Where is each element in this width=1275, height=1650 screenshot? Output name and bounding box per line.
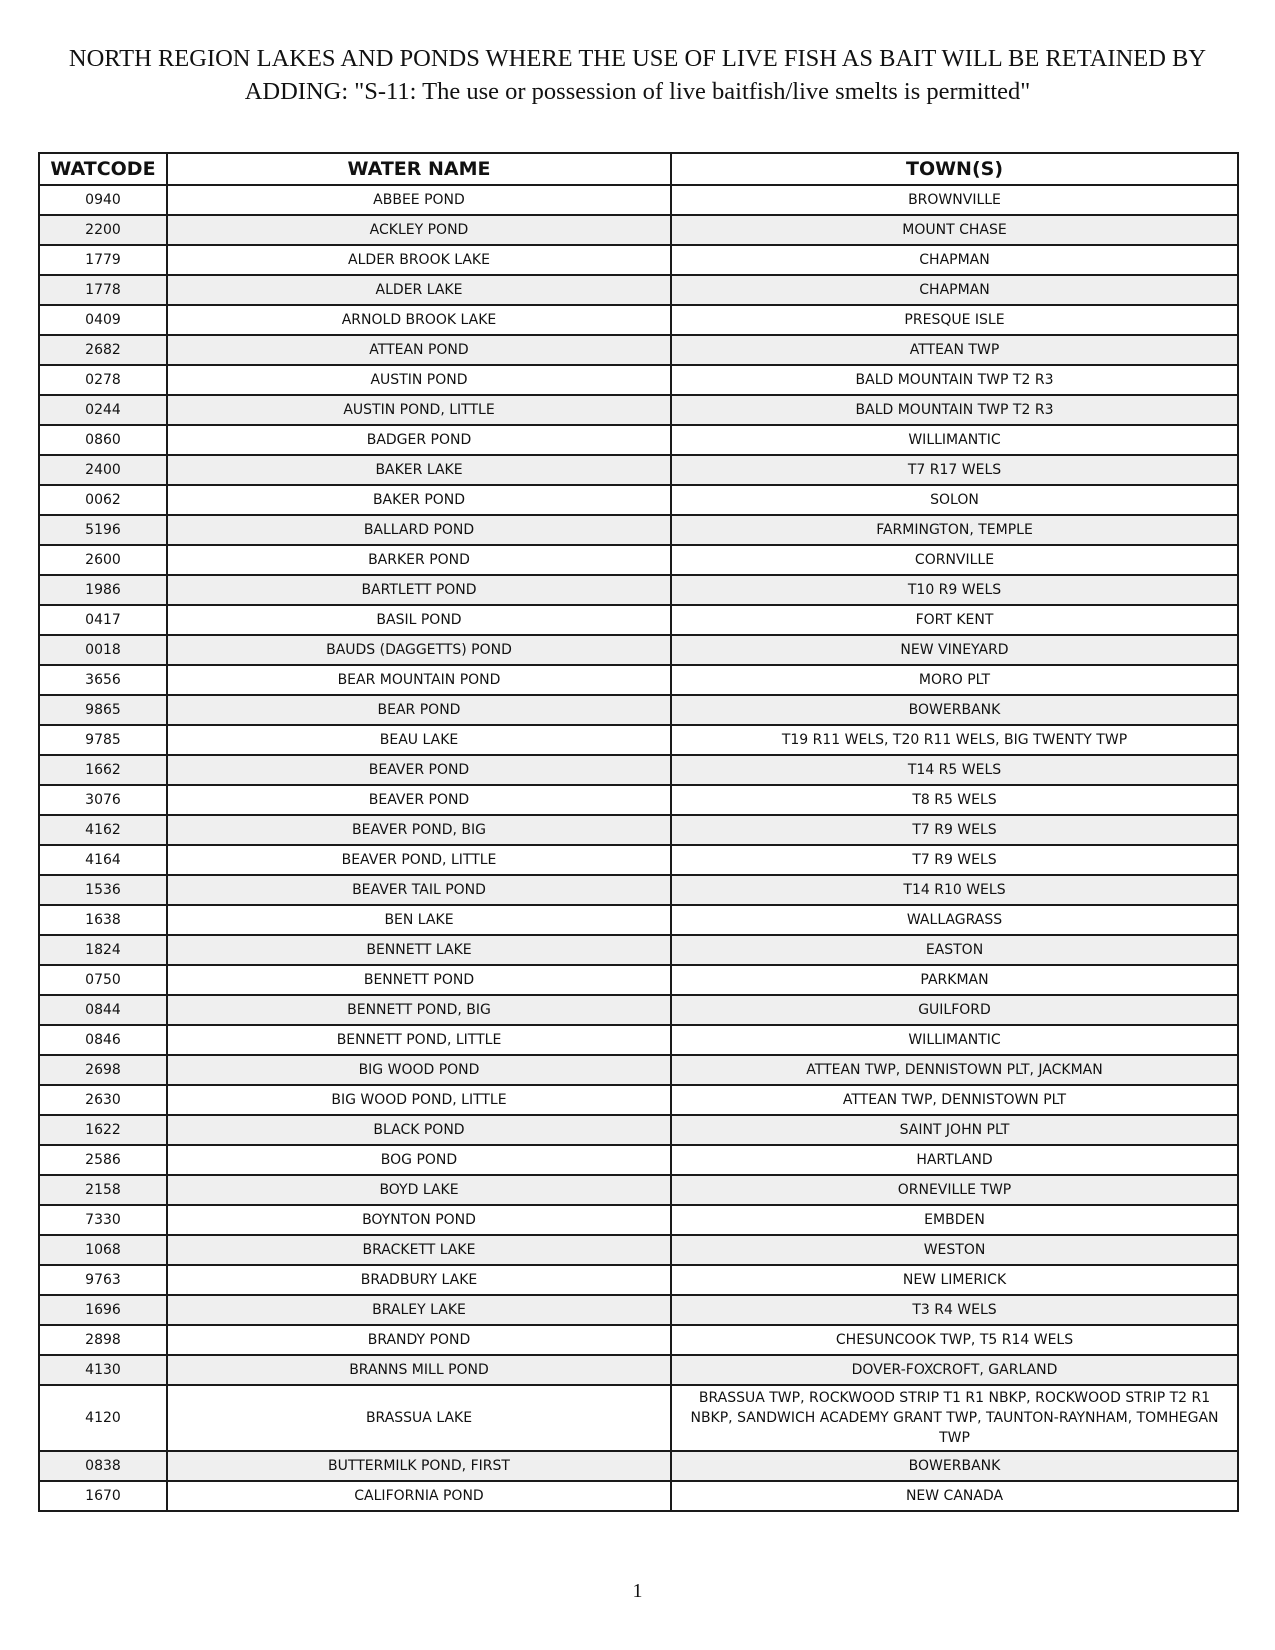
cell-water-name: ATTEAN POND [167,335,671,365]
cell-towns: ORNEVILLE TWP [671,1175,1238,1205]
cell-water-name: BALLARD POND [167,515,671,545]
document-title [0,42,1275,108]
table-row [39,1325,1238,1355]
cell-water-name: BUTTERMILK POND, FIRST [167,1451,671,1481]
table-row [39,455,1238,485]
cell-water-name: AUSTIN POND, LITTLE [167,395,671,425]
cell-towns: PRESQUE ISLE [671,305,1238,335]
cell-towns: PARKMAN [671,965,1238,995]
cell-water-name: BENNETT POND, BIG [167,995,671,1025]
table-row [39,665,1238,695]
cell-watcode: 1068 [39,1235,167,1265]
table-row [39,935,1238,965]
cell-watcode: 2586 [39,1145,167,1175]
cell-water-name: AUSTIN POND [167,365,671,395]
table-row [39,395,1238,425]
table-row [39,305,1238,335]
table-header-row [39,153,1238,185]
cell-watcode: 4120 [39,1385,167,1451]
cell-watcode: 0417 [39,605,167,635]
cell-towns: T3 R4 WELS [671,1295,1238,1325]
header-towns: TOWN(S) [671,153,1238,185]
cell-water-name: BAUDS (DAGGETTS) POND [167,635,671,665]
table-row [39,425,1238,455]
title-line-2: ADDING: "S-11: The use or possession of live baitfish/live smelts is permitted" [244,78,1031,105]
cell-towns: CORNVILLE [671,545,1238,575]
cell-watcode: 7330 [39,1205,167,1235]
cell-watcode: 1638 [39,905,167,935]
cell-watcode: 2630 [39,1085,167,1115]
cell-water-name: ABBEE POND [167,185,671,215]
cell-watcode: 9785 [39,725,167,755]
cell-watcode: 0409 [39,305,167,335]
cell-watcode: 2682 [39,335,167,365]
cell-towns: FORT KENT [671,605,1238,635]
cell-watcode: 0860 [39,425,167,455]
cell-water-name: BEAVER TAIL POND [167,875,671,905]
cell-watcode: 4164 [39,845,167,875]
cell-watcode: 1779 [39,245,167,275]
cell-water-name: BRASSUA LAKE [167,1385,671,1451]
table-row [39,635,1238,665]
cell-water-name: BEAVER POND, LITTLE [167,845,671,875]
table-row [39,365,1238,395]
cell-watcode: 3656 [39,665,167,695]
cell-watcode: 1824 [39,935,167,965]
cell-towns: MORO PLT [671,665,1238,695]
cell-water-name: BOYNTON POND [167,1205,671,1235]
table-row [39,1481,1238,1511]
cell-watcode: 0244 [39,395,167,425]
table-row [39,185,1238,215]
cell-water-name: BEAU LAKE [167,725,671,755]
cell-watcode: 0940 [39,185,167,215]
table-row [39,815,1238,845]
cell-towns: CHAPMAN [671,245,1238,275]
lakes-table [38,152,1239,1512]
table-row [39,1145,1238,1175]
cell-towns: ATTEAN TWP, DENNISTOWN PLT [671,1085,1238,1115]
cell-watcode: 2158 [39,1175,167,1205]
cell-water-name: BAKER POND [167,485,671,515]
table-row [39,965,1238,995]
cell-towns: SOLON [671,485,1238,515]
cell-water-name: BENNETT LAKE [167,935,671,965]
cell-towns: BALD MOUNTAIN TWP T2 R3 [671,395,1238,425]
table-row [39,1235,1238,1265]
cell-watcode: 0278 [39,365,167,395]
cell-watcode: 3076 [39,785,167,815]
table-row [39,875,1238,905]
cell-watcode: 0846 [39,1025,167,1055]
table-row [39,1025,1238,1055]
table-row [39,1265,1238,1295]
cell-water-name: BEAVER POND [167,755,671,785]
table-row [39,575,1238,605]
cell-water-name: CALIFORNIA POND [167,1481,671,1511]
table-row [39,275,1238,305]
cell-towns: T14 R5 WELS [671,755,1238,785]
cell-towns: CHAPMAN [671,275,1238,305]
table-row [39,545,1238,575]
cell-towns: GUILFORD [671,995,1238,1025]
cell-water-name: BEAVER POND [167,785,671,815]
table-body [39,185,1238,1511]
table-row [39,1205,1238,1235]
cell-towns: WILLIMANTIC [671,1025,1238,1055]
cell-water-name: BEAVER POND, BIG [167,815,671,845]
cell-water-name: ARNOLD BROOK LAKE [167,305,671,335]
table-row [39,245,1238,275]
cell-water-name: BASIL POND [167,605,671,635]
cell-water-name: BEAR MOUNTAIN POND [167,665,671,695]
table-row [39,515,1238,545]
table-row [39,1451,1238,1481]
cell-towns: T7 R17 WELS [671,455,1238,485]
cell-watcode: 2200 [39,215,167,245]
cell-towns: BRASSUA TWP, ROCKWOOD STRIP T1 R1 NBKP, ROCKWOOD STRIP T2 R1 NBKP, SANDWICH ACADEMY GRANT TWP, TAUNTON-RAYNHAM, TOMHEGAN TWP [671,1385,1238,1451]
cell-water-name: ACKLEY POND [167,215,671,245]
cell-towns: DOVER-FOXCROFT, GARLAND [671,1355,1238,1385]
cell-watcode: 1662 [39,755,167,785]
cell-water-name: BENNETT POND, LITTLE [167,1025,671,1055]
table-row [39,845,1238,875]
cell-towns: T10 R9 WELS [671,575,1238,605]
cell-towns: T8 R5 WELS [671,785,1238,815]
cell-water-name: BAKER LAKE [167,455,671,485]
cell-watcode: 1670 [39,1481,167,1511]
cell-towns: WALLAGRASS [671,905,1238,935]
cell-watcode: 2698 [39,1055,167,1085]
cell-water-name: BRANNS MILL POND [167,1355,671,1385]
cell-watcode: 2898 [39,1325,167,1355]
cell-water-name: BIG WOOD POND [167,1055,671,1085]
header-water-name: WATER NAME [167,153,671,185]
cell-water-name: BENNETT POND [167,965,671,995]
cell-watcode: 1622 [39,1115,167,1145]
cell-water-name: BARTLETT POND [167,575,671,605]
cell-towns: FARMINGTON, TEMPLE [671,515,1238,545]
table-row [39,785,1238,815]
cell-water-name: BOG POND [167,1145,671,1175]
cell-watcode: 9865 [39,695,167,725]
table-row [39,695,1238,725]
cell-towns: ATTEAN TWP [671,335,1238,365]
cell-towns: BOWERBANK [671,1451,1238,1481]
cell-water-name: BRALEY LAKE [167,1295,671,1325]
cell-watcode: 2400 [39,455,167,485]
cell-watcode: 1778 [39,275,167,305]
table-row [39,905,1238,935]
cell-watcode: 0062 [39,485,167,515]
cell-watcode: 0018 [39,635,167,665]
table-row [39,1115,1238,1145]
cell-towns: BOWERBANK [671,695,1238,725]
cell-water-name: BADGER POND [167,425,671,455]
table-row [39,335,1238,365]
title-line-1: NORTH REGION LAKES AND PONDS WHERE THE USE OF LIVE FISH AS BAIT WILL BE RETAINED BY [68,45,1207,72]
cell-towns: BROWNVILLE [671,185,1238,215]
table-row [39,725,1238,755]
cell-towns: WILLIMANTIC [671,425,1238,455]
cell-towns: EMBDEN [671,1205,1238,1235]
cell-water-name: BRADBURY LAKE [167,1265,671,1295]
cell-towns: T7 R9 WELS [671,815,1238,845]
table-row [39,1085,1238,1115]
table-row [39,1355,1238,1385]
cell-watcode: 4162 [39,815,167,845]
header-watcode: WATCODE [39,153,167,185]
table-row [39,995,1238,1025]
cell-watcode: 1536 [39,875,167,905]
cell-watcode: 9763 [39,1265,167,1295]
cell-towns: NEW LIMERICK [671,1265,1238,1295]
cell-towns: EASTON [671,935,1238,965]
cell-towns: T19 R11 WELS, T20 R11 WELS, BIG TWENTY TWP [671,725,1238,755]
cell-watcode: 5196 [39,515,167,545]
table-row [39,1295,1238,1325]
table-row [39,215,1238,245]
table-row [39,1385,1238,1451]
cell-towns: T7 R9 WELS [671,845,1238,875]
cell-water-name: ALDER LAKE [167,275,671,305]
cell-towns: HARTLAND [671,1145,1238,1175]
table-row [39,1175,1238,1205]
cell-water-name: BOYD LAKE [167,1175,671,1205]
cell-towns: CHESUNCOOK TWP, T5 R14 WELS [671,1325,1238,1355]
cell-watcode: 0844 [39,995,167,1025]
table-row [39,1055,1238,1085]
cell-water-name: BLACK POND [167,1115,671,1145]
cell-water-name: BRANDY POND [167,1325,671,1355]
cell-towns: ATTEAN TWP, DENNISTOWN PLT, JACKMAN [671,1055,1238,1085]
cell-water-name: BRACKETT LAKE [167,1235,671,1265]
cell-watcode: 0838 [39,1451,167,1481]
cell-towns: BALD MOUNTAIN TWP T2 R3 [671,365,1238,395]
cell-water-name: BIG WOOD POND, LITTLE [167,1085,671,1115]
cell-watcode: 1986 [39,575,167,605]
cell-towns: NEW VINEYARD [671,635,1238,665]
cell-watcode: 0750 [39,965,167,995]
table-row [39,485,1238,515]
cell-watcode: 4130 [39,1355,167,1385]
cell-towns: T14 R10 WELS [671,875,1238,905]
cell-water-name: BEAR POND [167,695,671,725]
cell-water-name: ALDER BROOK LAKE [167,245,671,275]
cell-watcode: 2600 [39,545,167,575]
table-row [39,605,1238,635]
cell-towns: WESTON [671,1235,1238,1265]
cell-water-name: BEN LAKE [167,905,671,935]
cell-towns: MOUNT CHASE [671,215,1238,245]
cell-towns: SAINT JOHN PLT [671,1115,1238,1145]
page-number: 1 [632,1580,643,1602]
table-row [39,755,1238,785]
cell-water-name: BARKER POND [167,545,671,575]
cell-towns: NEW CANADA [671,1481,1238,1511]
cell-watcode: 1696 [39,1295,167,1325]
